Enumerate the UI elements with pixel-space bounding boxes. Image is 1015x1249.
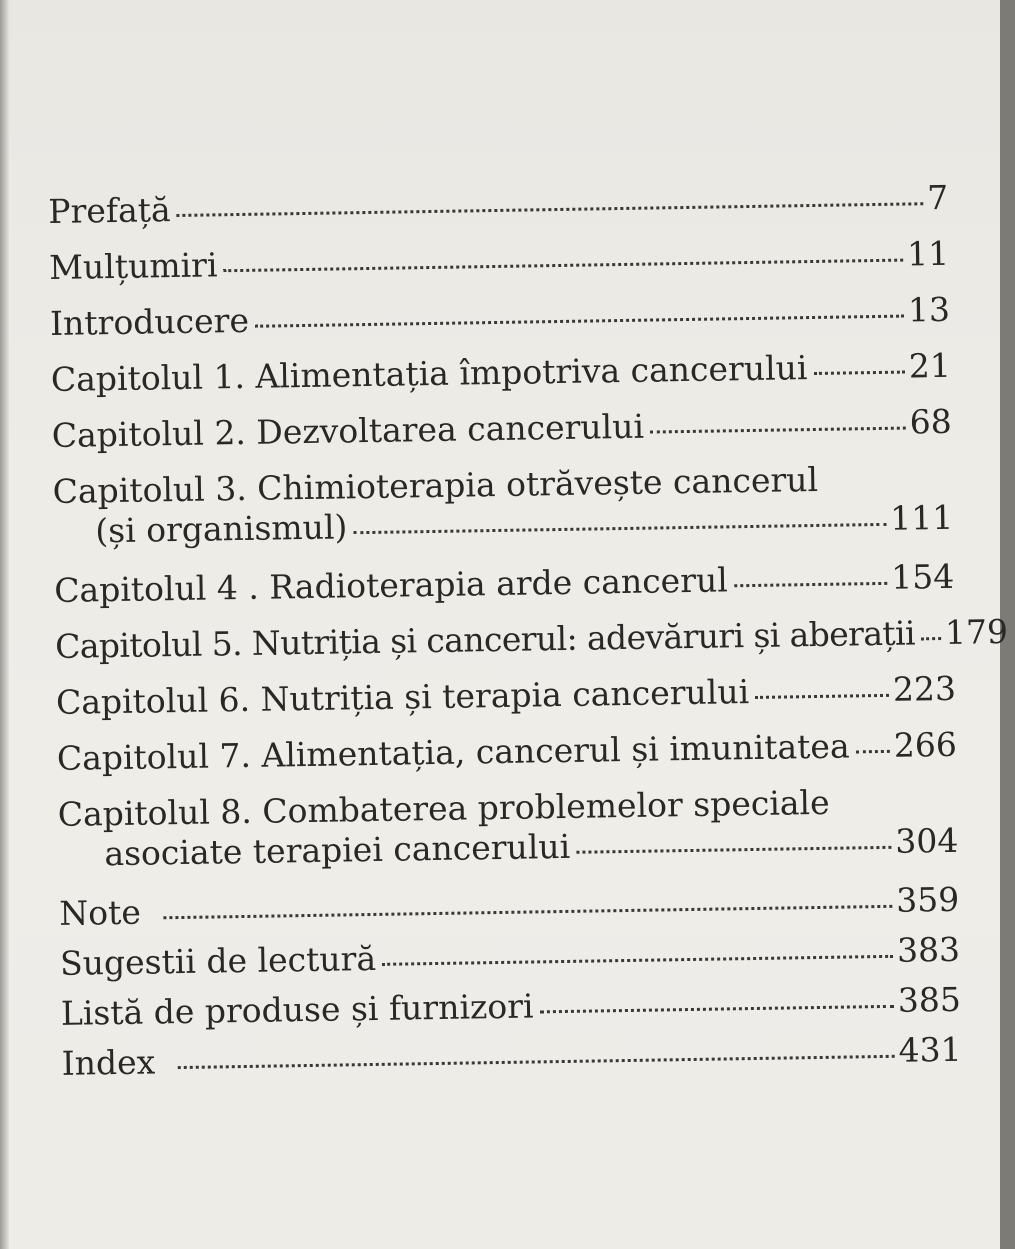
table-of-contents [48, 177, 1009, 1094]
toc-entry-title-continuation: (și organismul) [95, 507, 348, 551]
toc-entry-page: 223 [892, 668, 957, 709]
dot-leader [177, 1055, 894, 1069]
toc-entry-page: 179 [944, 611, 1009, 652]
dot-leader [224, 259, 904, 273]
toc-entry-page: 385 [897, 979, 962, 1020]
dot-leader [734, 582, 887, 587]
page-binding-edge [0, 0, 9, 1249]
toc-entry-title: Sugestii de lectură [59, 938, 377, 983]
toc-entry-title: Note [59, 892, 142, 933]
toc-entry-title: Capitolul 7. Alimentația, cancerul și imunitatea [56, 726, 850, 778]
toc-entry-title: Capitolul 2. Dezvoltarea cancerului [51, 406, 645, 455]
toc-entry-page: 68 [909, 401, 953, 442]
dot-leader [255, 315, 904, 328]
toc-entry-title: Capitolul 3. Chimioterapia otrăvește cancerul [52, 459, 819, 511]
toc-entry-page: 304 [894, 820, 959, 861]
toc-entry-page: 266 [893, 724, 958, 765]
dot-leader [177, 202, 924, 217]
toc-entry-page: 21 [908, 345, 952, 386]
toc-entry-title: Mulțumiri [48, 245, 218, 287]
toc-entry-title: Capitolul 1. Alimentația împotriva cancerului [50, 348, 808, 399]
dot-leader [813, 371, 904, 375]
toc-entry-capitolul-3 [52, 458, 953, 571]
dot-leader [856, 750, 890, 754]
toc-entry-title: Capitolul 8. Combaterea problemelor speciale [57, 782, 830, 834]
toc-entry-title: Introducere [49, 300, 250, 343]
dot-leader [921, 637, 941, 640]
dot-leader [650, 427, 906, 434]
toc-entry-page: 154 [890, 556, 955, 597]
toc-entry-title: Index [61, 1042, 156, 1083]
toc-entry-page: 13 [907, 289, 951, 330]
toc-entry-title: Capitolul 5. Nutriția și cancerul: adevăruri și aberații [54, 613, 916, 666]
toc-entry-page: 431 [898, 1029, 962, 1070]
toc-entry-title: Listă de produse și furnizori [60, 986, 534, 1033]
toc-entry-page: 7 [926, 177, 949, 218]
dot-leader [576, 846, 891, 854]
toc-entry-title: Prefață [48, 190, 171, 231]
dot-leader [755, 694, 889, 699]
toc-entry-capitolul-8 [57, 781, 958, 894]
toc-entry-title: Capitolul 4 . Radioterapia arde cancerul [53, 560, 729, 610]
toc-entry-page: 359 [895, 879, 960, 920]
toc-entry-page: 383 [896, 929, 961, 970]
dot-leader [353, 523, 886, 534]
dot-leader [382, 955, 893, 966]
toc-entry-page: 111 [889, 497, 954, 538]
toc-entry-page: 11 [906, 233, 950, 274]
toc-entry-title-continuation: asociate terapiei cancerului [104, 826, 571, 874]
dot-leader [540, 1005, 894, 1014]
toc-entry-title: Capitolul 6. Nutriția și terapia cancerului [55, 672, 750, 722]
dot-leader [163, 905, 892, 919]
